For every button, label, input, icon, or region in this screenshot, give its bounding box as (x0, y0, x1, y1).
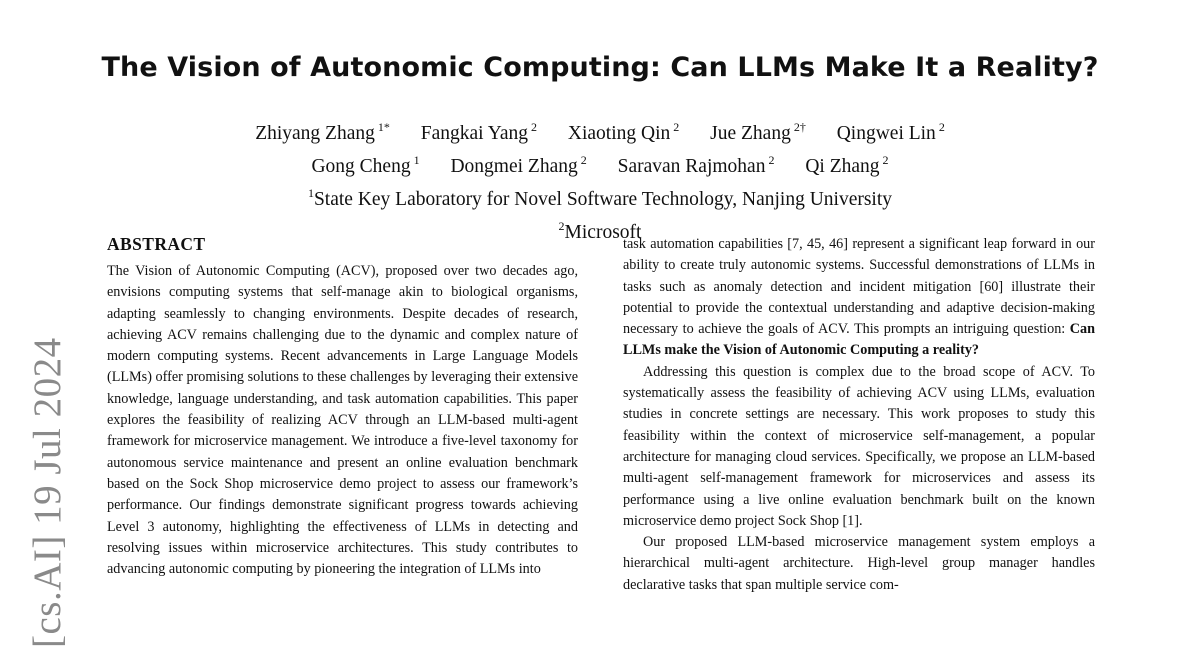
paragraph: Our proposed LLM-based microservice management system employs a hierarchical multi-agent architecture. High-level group manager handles declarative tasks that span multiple service com- (623, 534, 1095, 593)
abstract-text: The Vision of Autonomic Computing (ACV), proposed over two decades ago, envisions computing systems that self-manage akin to biological organisms, adapting seamlessly to changing environments. Despite decades of research, achieving ACV remains challenging due to the dynamic and complex nature of modern computing systems. Recent advancements in Large Language Models (LLMs) offer promising solutions to these challenges by leveraging their extensive knowledge, language understanding, and task automation capabilities. This paper explores the feasibility of realizing ACV through an LLM-based multi-agent framework for microservice management. We introduce a five-level taxonomy for autonomous service maintenance and present an online evaluation benchmark based on the Sock Shop microservice demo project to assess our framework’s performance. Our findings demonstrate significant progress towards achieving Level 3 autonomy, highlighting the effectiveness of LLMs in detecting and resolving issues within microservice architectures. This study contributes to advancing autonomic computing by pioneering the integration of LLMs into (107, 263, 578, 578)
author: Qingwei Lin $^2$ (836, 120, 945, 144)
affiliation: $^2$Microsoft (558, 219, 642, 243)
author: Qi Zhang $^2$ (805, 153, 889, 177)
affiliation: $^1$State Key Laboratory for Novel Software Technology, Nanjing University (307, 186, 893, 210)
author: Dongmei Zhang $^2$ (450, 153, 587, 177)
paper-title: The Vision of Autonomic Computing: Can LLMs Make It a Reality? (101, 52, 1099, 83)
author: Gong Cheng $^1$ (311, 153, 420, 177)
left-column (107, 233, 578, 580)
author: Saravan Rajmohan $^2$ (617, 153, 775, 177)
paragraph: task automation capabilities [7, 45, 46] represent a significant leap forward in our ability to create truly autonomic systems. Successful demonstrations of LLMs in tasks such as anomaly detection and incident mitigation [60] illustrate their potential to provide the contextual understanding and adaptive decision-making necessary to achieve the goals of ACV. This prompts an intriguing question: Can LLMs make the Vision of Autonomic Computing a reality? (623, 236, 1096, 359)
arxiv-stamp: [cs.AI] 19 Jul 2024 (26, 337, 69, 648)
author-row-2 (0, 147, 1200, 180)
author: Fangkai Yang $^2$ (420, 120, 538, 144)
author: Xiaoting Qin $^2$ (567, 120, 680, 144)
author-row-1 (0, 114, 1200, 147)
research-question: Can LLMs make the Vision of Autonomic Computing a reality? (623, 321, 1096, 359)
author: Jue Zhang $^{2\dagger}$ (710, 120, 806, 144)
author: Zhiyang Zhang $^{1*}$ (255, 120, 390, 144)
paragraph: Addressing this question is complex due to the broad scope of ACV. To systematically assess the feasibility of achieving ACV using LLMs, evaluation studies in concrete settings are necessary. This work proposes to study this feasibility within the context of microservice self-management, a popular architecture for managing cloud services. Specifically, we propose an LLM-based multi-agent self-management framework for microservices and assess its performance using a live online evaluation benchmark built on the known microservice demo project Sock Shop [1]. (623, 363, 1095, 529)
author-block (0, 114, 1200, 246)
abstract-heading: ABSTRACT (107, 234, 206, 254)
right-column (623, 234, 1095, 596)
